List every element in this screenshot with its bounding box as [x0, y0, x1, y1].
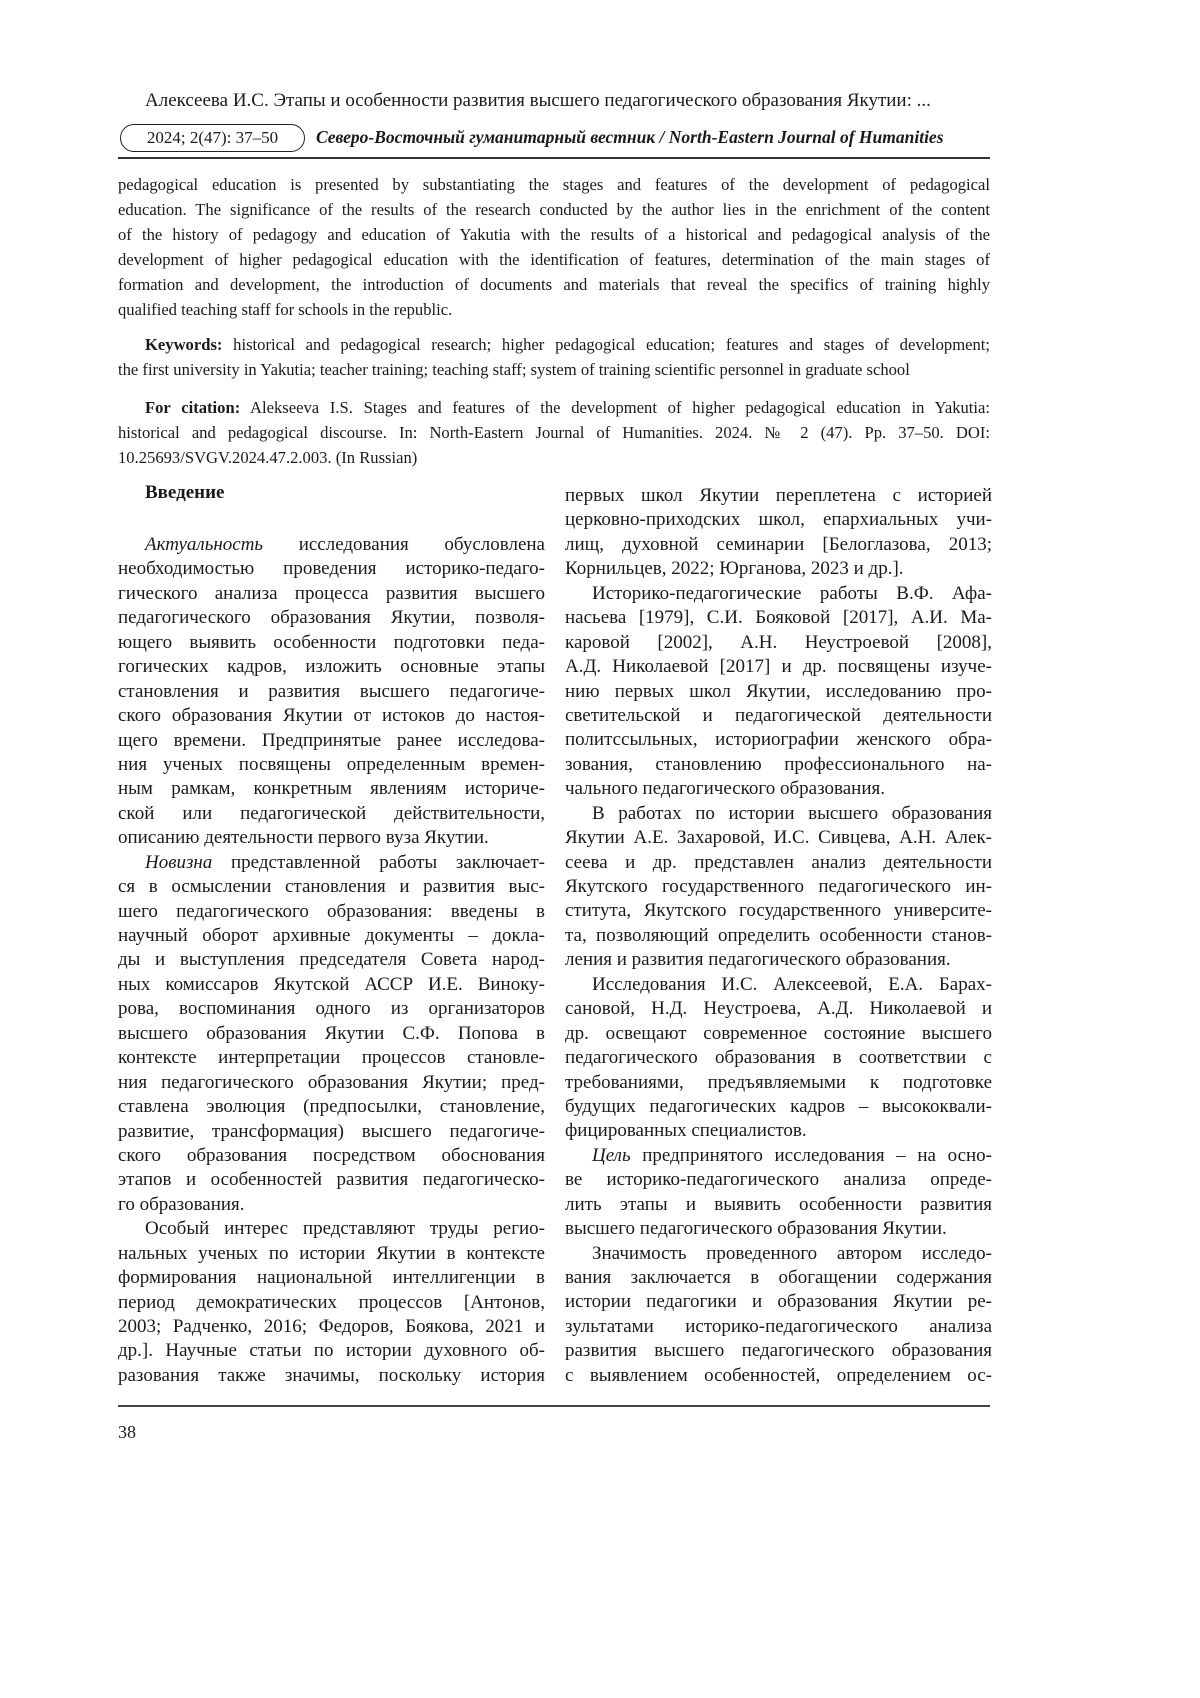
text-line: В работах по истории высшего образования [592, 802, 992, 824]
text-line: нальных ученых по истории Якутии в контексте [118, 1242, 545, 1264]
text-line: the first university in Yakutia; teacher training; teaching staff; system of training scientific personnel in graduate school [118, 360, 910, 379]
page-number: 38 [118, 1422, 136, 1442]
text-line: historical and pedagogical discourse. In: North-Eastern Journal of Humanities. 2024. № 2 (47). Pp. 37–50. DOI: [118, 423, 990, 442]
text-line: ния ученых посвящены определенным времен- [118, 753, 545, 775]
text-line: развитие, трансформация) высшего педагогиче- [118, 1120, 545, 1142]
text-line: Цель предпринятого исследования – на осно- [592, 1144, 992, 1166]
text-line: контексте интерпретации процессов становле- [118, 1047, 545, 1069]
text-line: период демократических процессов [Антонов, [118, 1291, 545, 1313]
text-line: ститута, Якутского государственного университе- [565, 900, 992, 922]
header-divider [118, 157, 990, 159]
text-line: становления и развития высшего педагогиче- [118, 680, 545, 702]
text-line: педагогического образования Якутии, позволя- [118, 607, 545, 629]
text-line: Корнильцев, 2022; Юрганова, 2023 и др.]. [565, 558, 904, 580]
text-line: истории педагогики и образования Якутии ре- [565, 1291, 992, 1313]
text-line: формирования национальной интеллигенции в [118, 1267, 545, 1289]
text-line: 2003; Радченко, 2016; Федоров, Боякова, 2021 и [118, 1316, 545, 1337]
keywords-paragraph [118, 332, 990, 382]
lead-term: Новизна [145, 851, 213, 873]
text-line: education. The significance of the results of the research conducted by the author lies in the enrichment of the content [118, 200, 990, 219]
text-line: pedagogical education is presented by substantiating the stages and features of the development of pedagogical [118, 175, 990, 194]
text-line: необходимостью проведения историко-педаго- [118, 558, 545, 580]
text-line: гогических кадров, изложить основные этапы [118, 656, 545, 678]
text-line: ных комиссаров Якутской АССР И.Е. Виноку- [118, 973, 545, 995]
text-line: гического анализа процесса развития высшего [118, 582, 545, 604]
text-line: церковно-приходских школ, епархиальных учи- [565, 509, 992, 531]
text-line: политссыльных, историографии женского обра- [565, 729, 992, 751]
text-line: ющего выявить особенности подготовки педа- [118, 631, 545, 653]
text-line: описанию деятельности первого вуза Якутии. [118, 827, 489, 849]
lead-term: Актуальность [145, 534, 264, 555]
text-line: щего времени. Предпринятые ранее исследова- [118, 729, 545, 751]
text-line: разования также значимы, поскольку история [118, 1364, 545, 1386]
text-line: первых школ Якутии переплетена с историей [565, 485, 992, 506]
text-line: ве историко-педагогического анализа опреде- [565, 1169, 992, 1191]
section-heading: Введение [145, 482, 225, 503]
text-line: of the history of pedagogy and education of Yakutia with the results of a historical and pedagogical analysis of the [118, 225, 990, 244]
text-line: зования, становлению профессионального на- [565, 753, 992, 775]
text-line: ского образования Якутии от истоков до настоя- [118, 705, 545, 727]
lead-term: For citation: [145, 398, 241, 417]
text-line: ления и развития педагогического образования. [565, 949, 951, 971]
text-line: Якутии А.Е. Захаровой, И.С. Сивцева, А.Н. Алек- [565, 827, 992, 849]
text-line: го образования. [118, 1193, 245, 1215]
text-line: formation and development, the introduction of documents and materials that reveal the specifics of training highly [118, 275, 990, 294]
left-column [118, 533, 545, 1388]
text-line: Актуальность исследования обусловлена [145, 534, 545, 555]
text-line: высшего образования Якутии С.Ф. Попова в [118, 1022, 545, 1044]
text-line: высшего педагогического образования Якутии. [565, 1218, 947, 1240]
text-line: лищ, духовной семинарии [Белоглазова, 2013; [565, 533, 992, 555]
issue-badge: 2024; 2(47): 37–50 [120, 124, 305, 152]
text-line: научный оборот архивные документы – докла- [118, 925, 545, 946]
lead-term: Цель [592, 1144, 631, 1166]
text-line: чального педагогического образования. [565, 778, 885, 800]
text-line: зультатами историко-педагогического анализа [565, 1315, 992, 1337]
text-line: шего педагогического образования: введены в [118, 900, 545, 922]
text-line: сановой, Н.Д. Неустроева, А.Д. Николаевой и [565, 998, 992, 1020]
text-line: ным рамкам, конкретным явлениям историче- [118, 778, 545, 800]
text-line: Новизна представленной работы заключает- [145, 851, 545, 873]
text-line: нию первых школ Якутии, исследованию про- [565, 680, 992, 702]
text-line: Особый интерес представляют труды регио- [145, 1218, 545, 1240]
text-line: Историко-педагогические работы В.Ф. Афа- [592, 582, 992, 604]
citation-paragraph [118, 395, 990, 470]
text-line: будущих педагогических кадров – высококвали- [565, 1095, 992, 1117]
text-line: рова, воспоминания одного из организаторов [118, 998, 545, 1020]
text-line: др.]. Научные статьи по истории духовного об- [118, 1340, 545, 1362]
text-line: Якутского государственного педагогического ин- [565, 876, 992, 897]
text-line: др. освещают современное состояние высшего [565, 1022, 992, 1044]
text-line: лить этапы и выявить особенности развития [565, 1193, 992, 1215]
text-line: А.Д. Николаевой [2017] и др. посвящены изуче- [565, 656, 992, 678]
text-line: педагогического образования в соответствии с [565, 1047, 992, 1069]
text-line: та, позволяющий определить особенности станов- [565, 924, 992, 946]
abstract-paragraph [118, 172, 990, 322]
text-line: ся в осмыслении становления и развития выс- [118, 876, 545, 898]
text-line: вания заключается в обогащении содержания [565, 1267, 992, 1288]
lead-term: Keywords: [145, 335, 223, 354]
text-line: светительской и педагогической деятельности [565, 704, 992, 726]
text-line: развития высшего педагогического образования [565, 1340, 992, 1362]
text-line: с выявлением особенностей, определением ос- [565, 1364, 992, 1386]
right-column [565, 484, 992, 1388]
footer-divider [118, 1405, 990, 1407]
text-line: требованиями, предъявляемыми к подготовке [565, 1071, 992, 1093]
text-line: ставлена эволюция (предпосылки, становление, [118, 1096, 545, 1118]
text-line: ской или педагогической действительности, [118, 802, 545, 824]
text-line: Исследования И.С. Алексеевой, Е.А. Барах- [592, 973, 992, 995]
text-line: Значимость проведенного автором исследо- [592, 1242, 992, 1264]
text-line: development of higher pedagogical education with the identification of features, determination of the main stages of [118, 250, 990, 269]
text-line: каровой [2002], А.Н. Неустроевой [2008], [565, 631, 992, 653]
text-line: ского образования посредством обоснования [118, 1144, 545, 1166]
running-title: Алексеева И.С. Этапы и особенности развития высшего педагогического образования Якутии: ... [145, 90, 931, 111]
text-line: этапов и особенностей развития педагогическо- [118, 1169, 545, 1191]
text-line: ды и выступления председателя Совета народ- [118, 949, 545, 971]
text-line: Keywords: historical and pedagogical research; higher pedagogical education; features and stages of development; [145, 335, 990, 354]
text-line: фицированных специалистов. [565, 1120, 807, 1142]
journal-title: Северо-Восточный гуманитарный вестник / North-Eastern Journal of Humanities [316, 127, 944, 147]
text-line: ния педагогического образования Якутии; пред- [118, 1071, 545, 1093]
text-line: qualified teaching staff for schools in the republic. [118, 300, 453, 319]
text-line: насьева [1979], С.И. Бояковой [2017], А.И. Ма- [565, 607, 992, 629]
text-line: сеева и др. представлен анализ деятельности [565, 851, 992, 873]
text-line: 10.25693/SVGV.2024.47.2.003. (In Russian) [118, 448, 418, 467]
text-line: For citation: Alekseeva I.S. Stages and features of the development of higher pedagogical education in Yakutia: [145, 398, 990, 417]
